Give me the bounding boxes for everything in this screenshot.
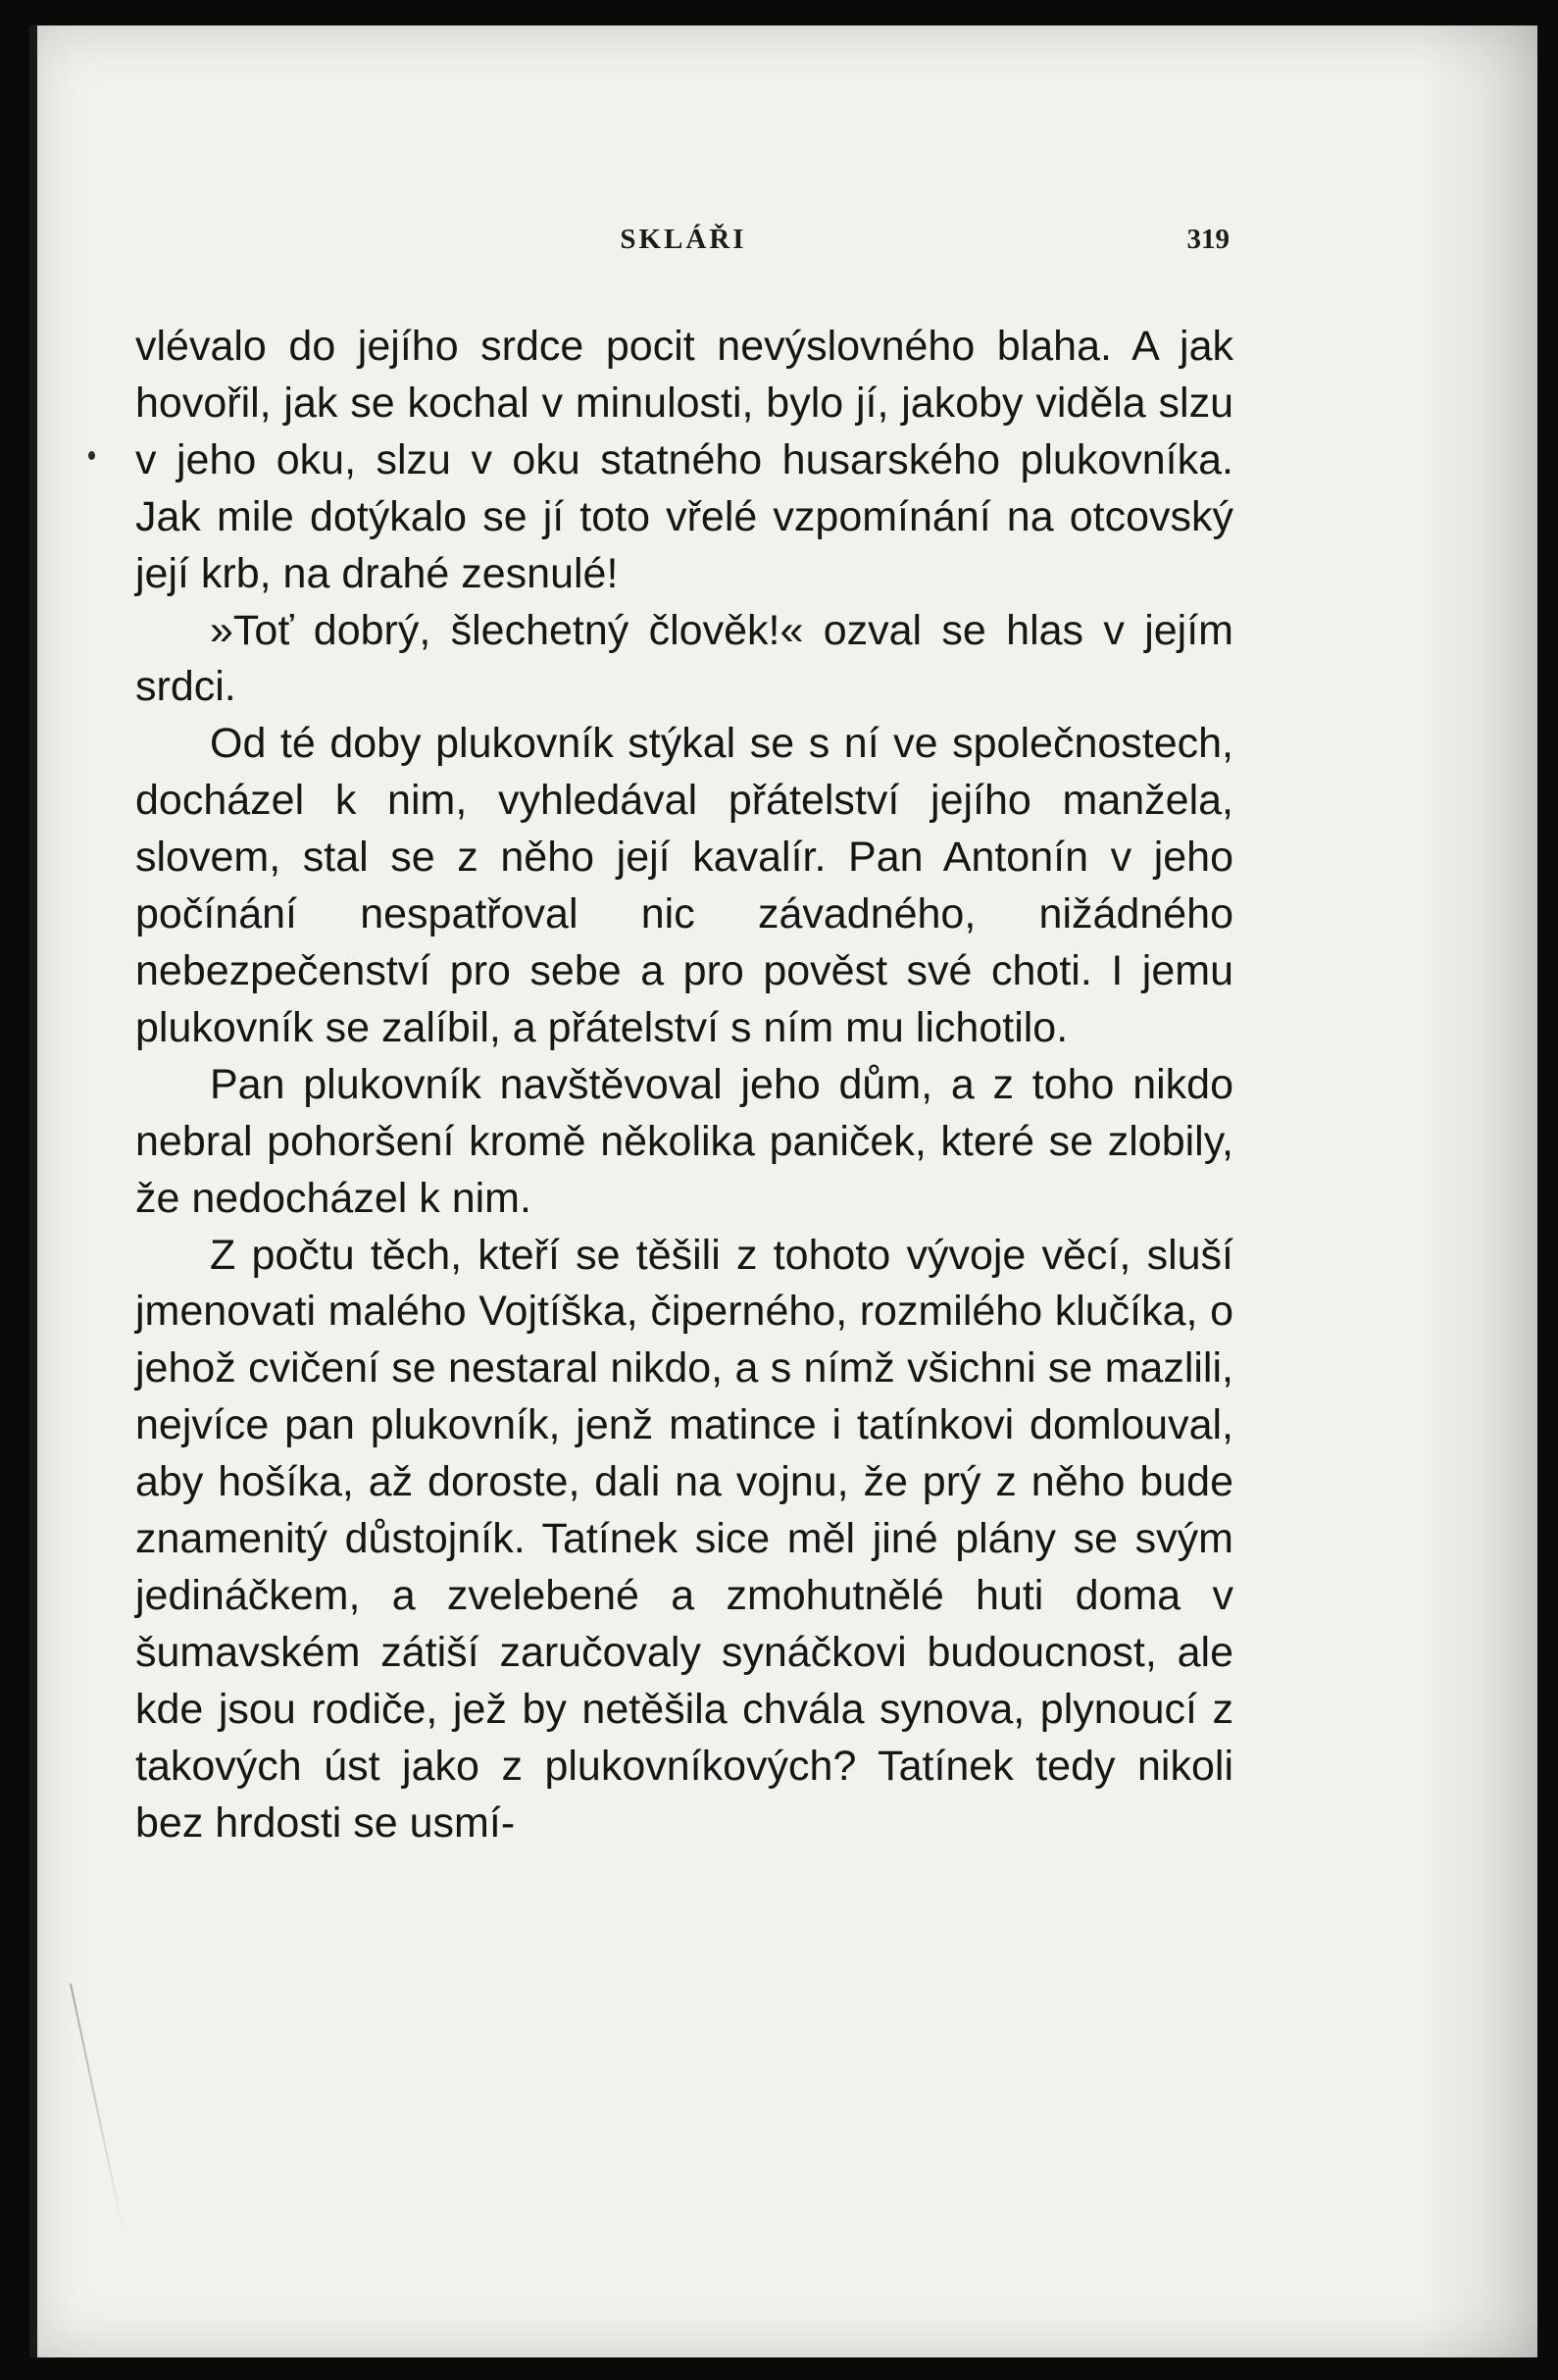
running-head: SKLÁŘI [620, 224, 747, 255]
paragraph: Pan plukovník navštěvoval jeho dům, a z toho nikdo nebral pohoršení kromě několika paniček, které se zlobily, že nedocházel k nim. [135, 1060, 1233, 1222]
page-number: 319 [1186, 224, 1230, 255]
body-text [135, 319, 1233, 1851]
page-header [137, 224, 1230, 282]
margin-mark [88, 451, 95, 460]
page-edge-shadow [29, 25, 37, 2357]
paragraph: Z počtu těch, kteří se těšili z tohoto vývoje věcí, sluší jmenovati malého Vojtíška, čiperného, rozmilého klučíka, o jehož cvičení se nestaral nikdo, a s nímž všichni se mazlili, nejvíce pan plukovník, jenž matince i tatínkovi domlouval, aby hošíka, až doroste, dali na vojnu, že prý z něho bude znamenitý důstojník. Tatínek sice měl jiné plány se svým jedináčkem, a zvelebené a zmohutnělé huti doma v šumavském zátiší zaručovaly synáčkovi budoucnost, ale kde jsou rodiče, jež by netěšila chvála synova, plynoucí z takových úst jako z plukovníkových? Tatínek tedy nikoli bez hrdosti se usmí- [135, 1231, 1233, 1847]
paragraph-continuation: vlévalo do jejího srdce pocit nevýslovného blaha. A jak hovořil, jak se kochal v minulosti, bylo jí, jakoby viděla slzu v jeho oku, slzu v oku statného husarského plukovníka. Jak mile dotýkalo se jí toto vřelé vzpomínání na otcovský její krb, na drahé zesnulé! [135, 323, 1233, 597]
paragraph: »Toť dobrý, šlechetný člověk!« ozval se hlas v jejím srdci. [135, 606, 1233, 711]
paragraph: Od té doby plukovník stýkal se s ní ve společnostech, docházel k nim, vyhledával přátelství jejího manžela, slovem, stal se z něho její kavalír. Pan Antonín v jeho počínání nespatřoval nic závadného, nižádného nebezpečenství pro sebe a pro pověst své choti. I jemu plukovník se zalíbil, a přátelství s ním mu lichotilo. [135, 720, 1233, 1051]
